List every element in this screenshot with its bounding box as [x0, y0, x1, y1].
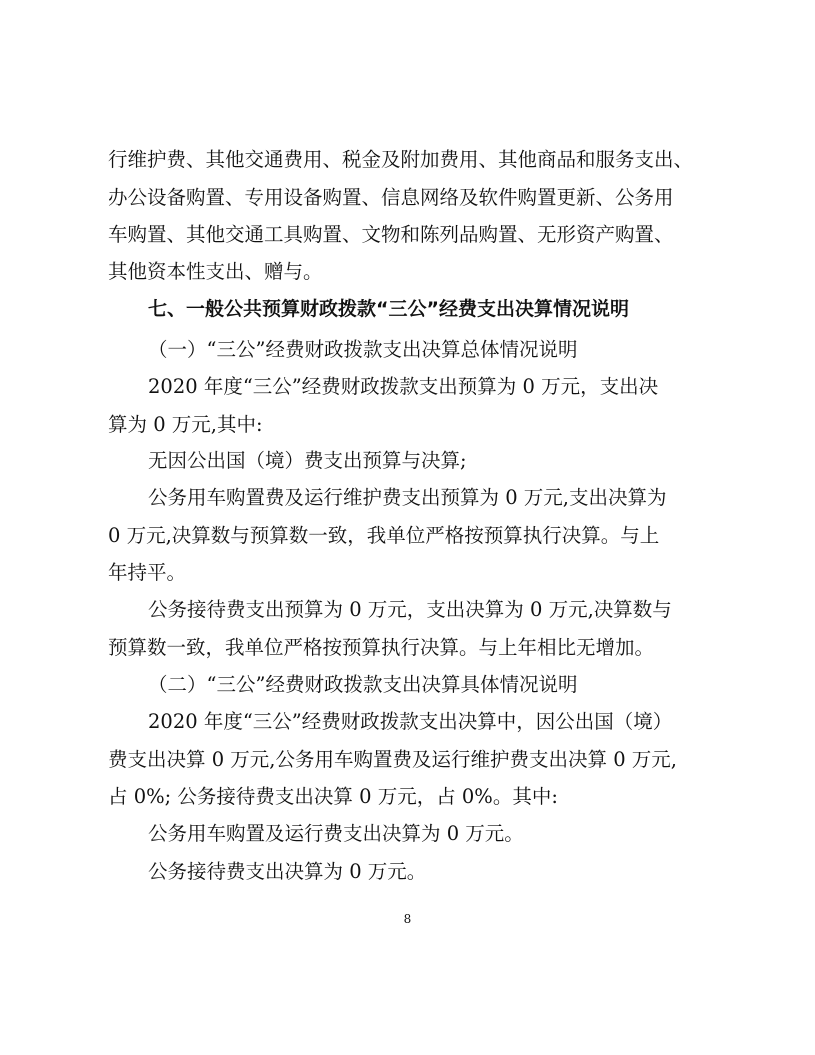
- body-line: 公务用车购置及运行费支出决算为 0 万元。: [148, 822, 524, 845]
- section-heading: 七、一般公共预算财政拨款“三公”经费支出决算情况说明: [148, 298, 629, 320]
- subsection-heading: （二）“三公”经费财政拨款支出决算具体情况说明: [148, 673, 578, 696]
- body-line: 费支出决算 0 万元,公务用车购置费及运行维护费支出决算 0 万元,: [108, 748, 678, 771]
- body-line: 2020 年度“三公”经费财政拨款支出决算中，因公出国（境）: [148, 710, 673, 733]
- body-line: 年持平。: [108, 561, 187, 584]
- body-line: 公务接待费支出预算为 0 万元，支出决算为 0 万元,决算数与: [148, 598, 672, 621]
- body-line: 其他资本性支出、赠与。: [108, 260, 323, 283]
- body-line: 办公设备购置、专用设备购置、信息网络及软件购置更新、公务用: [108, 186, 674, 209]
- body-line: 占 0%; 公务接待费支出决算 0 万元，占 0%。其中:: [108, 785, 558, 808]
- body-line: 车购置、其他交通工具购置、文物和陈列品购置、无形资产购置、: [108, 223, 674, 246]
- body-line: 0 万元,决算数与预算数一致，我单位严格按预算执行决算。与上: [108, 524, 660, 547]
- page-number: 8: [403, 912, 412, 926]
- body-line: 算为 0 万元,其中:: [108, 413, 263, 436]
- body-line: 公务用车购置费及运行维护费支出预算为 0 万元,支出决算为: [148, 486, 667, 509]
- subsection-heading: （一）“三公”经费财政拨款支出决算总体情况说明: [148, 338, 578, 361]
- body-line: 无因公出国（境）费支出预算与决算;: [148, 449, 467, 472]
- body-line: 行维护费、其他交通费用、税金及附加费用、其他商品和服务支出、: [108, 148, 694, 171]
- body-line: 预算数一致，我单位严格按预算执行决算。与上年相比无增加。: [108, 636, 655, 659]
- body-line: 2020 年度“三公”经费财政拨款支出预算为 0 万元，支出决: [148, 375, 659, 398]
- body-line: 公务接待费支出决算为 0 万元。: [148, 860, 427, 883]
